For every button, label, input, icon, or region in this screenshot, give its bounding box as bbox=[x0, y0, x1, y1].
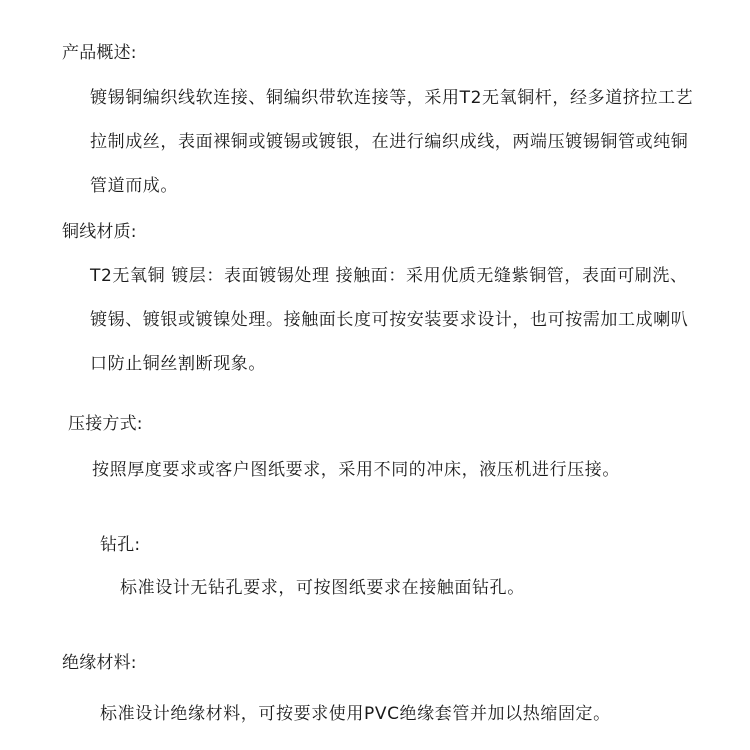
section-body-drilling bbox=[120, 566, 525, 610]
section-body-copper-material bbox=[90, 254, 688, 386]
body-line: T2无氧铜 镀层：表面镀锡处理 接触面：采用优质无缝紫铜管，表面可刷洗、 bbox=[90, 266, 688, 286]
body-line: 口防止铜丝割断现象。 bbox=[90, 354, 266, 374]
section-heading-product-overview: 产品概述: bbox=[62, 43, 137, 63]
body-line: 拉制成丝，表面裸铜或镀锡或镀银，在进行编织成线，两端压镀锡铜管或纯铜 bbox=[90, 132, 689, 152]
section-body-insulation-material bbox=[100, 692, 611, 736]
section-heading-insulation-material: 绝缘材料: bbox=[62, 653, 137, 673]
body-line: 镀锡铜编织线软连接、铜编织带软连接等，采用T2无氧铜杆，经多道挤拉工艺 bbox=[90, 88, 694, 108]
section-heading-crimping-method: 压接方式: bbox=[68, 414, 143, 434]
body-line: 标准设计无钻孔要求，可按图纸要求在接触面钻孔。 bbox=[120, 578, 525, 598]
body-line: 镀锡、镀银或镀镍处理。接触面长度可按安装要求设计，也可按需加工成喇叭 bbox=[90, 310, 689, 330]
section-body-crimping-method bbox=[92, 448, 620, 492]
section-body-product-overview bbox=[90, 76, 693, 208]
body-line: 标准设计绝缘材料，可按要求使用PVC绝缘套管并加以热缩固定。 bbox=[100, 704, 611, 724]
body-line: 管道而成。 bbox=[90, 176, 178, 196]
body-line: 按照厚度要求或客户图纸要求，采用不同的冲床，液压机进行压接。 bbox=[92, 460, 620, 480]
section-heading-copper-material: 铜线材质: bbox=[62, 222, 137, 242]
section-heading-drilling: 钻孔: bbox=[100, 535, 141, 555]
